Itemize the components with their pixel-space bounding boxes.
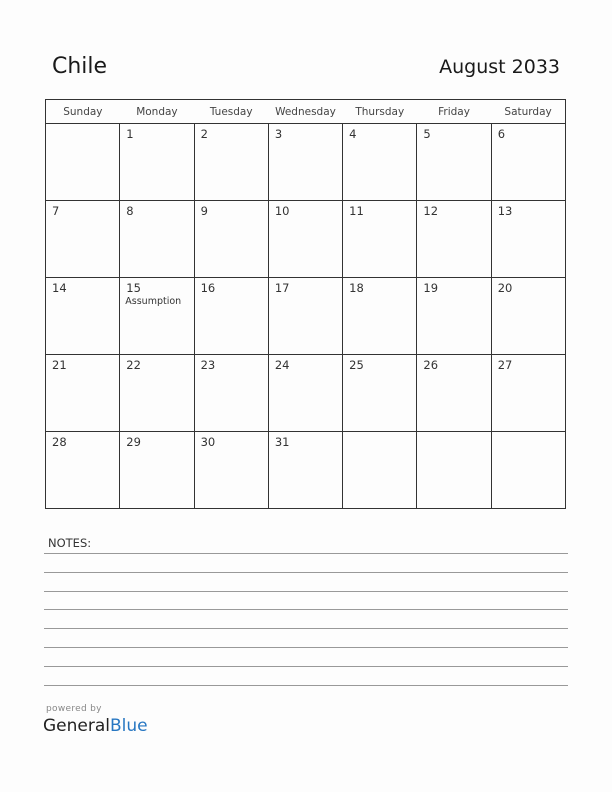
week-row xyxy=(46,201,566,278)
day-cell xyxy=(120,278,194,355)
day-cell xyxy=(417,201,491,278)
brand-logo xyxy=(43,716,148,736)
day-number: 13 xyxy=(497,204,513,218)
day-cell xyxy=(120,432,194,509)
weekday-header: Wednesday xyxy=(268,100,342,124)
day-number: 6 xyxy=(497,127,506,141)
day-number: 1 xyxy=(126,127,134,141)
day-cell xyxy=(417,432,491,509)
day-number: 5 xyxy=(423,127,431,141)
country-title: Chile xyxy=(52,54,108,79)
day-number: 12 xyxy=(423,204,439,218)
week-row xyxy=(46,355,566,432)
note-line xyxy=(44,685,568,686)
day-number xyxy=(417,432,490,435)
day-cell xyxy=(120,201,194,278)
day-cell xyxy=(491,124,565,201)
day-number xyxy=(343,432,416,435)
day-cell xyxy=(417,355,491,432)
day-number: 9 xyxy=(200,204,208,218)
day-number: 20 xyxy=(497,281,513,295)
week-row xyxy=(46,124,566,201)
day-cell xyxy=(491,355,565,432)
day-cell xyxy=(268,278,342,355)
week-row xyxy=(46,278,566,355)
day-cell xyxy=(491,278,565,355)
day-cell xyxy=(343,278,417,355)
day-number: 21 xyxy=(52,358,67,372)
day-number: 4 xyxy=(349,127,357,141)
month-year-title: August 2033 xyxy=(439,56,560,78)
day-cell xyxy=(268,355,342,432)
calendar-grid xyxy=(45,99,566,509)
note-line xyxy=(44,591,568,592)
day-number: 22 xyxy=(126,358,141,372)
day-number: 26 xyxy=(423,358,439,372)
day-cell xyxy=(46,278,120,355)
day-number: 24 xyxy=(274,358,290,372)
day-cell xyxy=(46,201,120,278)
day-cell xyxy=(194,278,268,355)
holiday-label: Assumption xyxy=(125,296,182,307)
day-cell xyxy=(194,124,268,201)
day-cell xyxy=(268,124,342,201)
powered-by-text: powered by xyxy=(46,704,102,714)
weekday-header: Monday xyxy=(120,100,194,124)
day-cell xyxy=(343,201,417,278)
brand-name-part1: General xyxy=(43,716,110,736)
day-number: 23 xyxy=(200,358,216,372)
weekday-header: Thursday xyxy=(343,100,417,124)
note-line xyxy=(44,609,568,610)
day-number: 8 xyxy=(126,204,134,218)
note-line xyxy=(44,553,568,554)
day-cell xyxy=(46,355,120,432)
weekday-header: Sunday xyxy=(46,100,120,124)
day-number: 2 xyxy=(200,127,208,141)
day-number: 7 xyxy=(52,204,60,218)
day-number: 16 xyxy=(200,281,216,295)
day-cell xyxy=(417,124,491,201)
day-number xyxy=(46,124,119,127)
day-number: 15 xyxy=(126,281,141,295)
day-number: 31 xyxy=(274,435,290,449)
day-cell xyxy=(46,124,120,201)
day-number: 17 xyxy=(274,281,290,295)
note-line xyxy=(44,572,568,573)
day-cell xyxy=(194,355,268,432)
week-row xyxy=(46,432,566,509)
day-number: 10 xyxy=(274,204,290,218)
day-number: 18 xyxy=(349,281,364,295)
day-number: 25 xyxy=(349,358,364,372)
day-number: 3 xyxy=(274,127,283,141)
weekday-header: Tuesday xyxy=(194,100,268,124)
note-line xyxy=(44,647,568,648)
day-cell xyxy=(268,201,342,278)
day-number: 11 xyxy=(349,204,364,218)
day-cell xyxy=(343,355,417,432)
day-cell xyxy=(268,432,342,509)
day-number: 19 xyxy=(423,281,439,295)
brand-name-part2: Blue xyxy=(110,716,148,736)
day-number: 30 xyxy=(200,435,216,449)
day-number: 27 xyxy=(497,358,513,372)
day-cell xyxy=(120,355,194,432)
day-cell xyxy=(194,432,268,509)
note-line xyxy=(44,666,568,667)
day-cell xyxy=(491,201,565,278)
day-cell xyxy=(120,124,194,201)
day-cell xyxy=(194,201,268,278)
day-cell xyxy=(343,124,417,201)
note-line xyxy=(44,628,568,629)
day-number: 29 xyxy=(126,435,141,449)
weekday-header: Saturday xyxy=(491,100,565,124)
day-cell xyxy=(417,278,491,355)
weekday-header-row xyxy=(46,100,566,124)
weekday-header: Friday xyxy=(417,100,491,124)
day-number xyxy=(492,432,565,435)
day-number: 14 xyxy=(52,281,67,295)
day-cell xyxy=(491,432,565,509)
day-number: 28 xyxy=(52,435,67,449)
day-cell xyxy=(343,432,417,509)
day-cell xyxy=(46,432,120,509)
notes-label: NOTES: xyxy=(48,536,92,550)
